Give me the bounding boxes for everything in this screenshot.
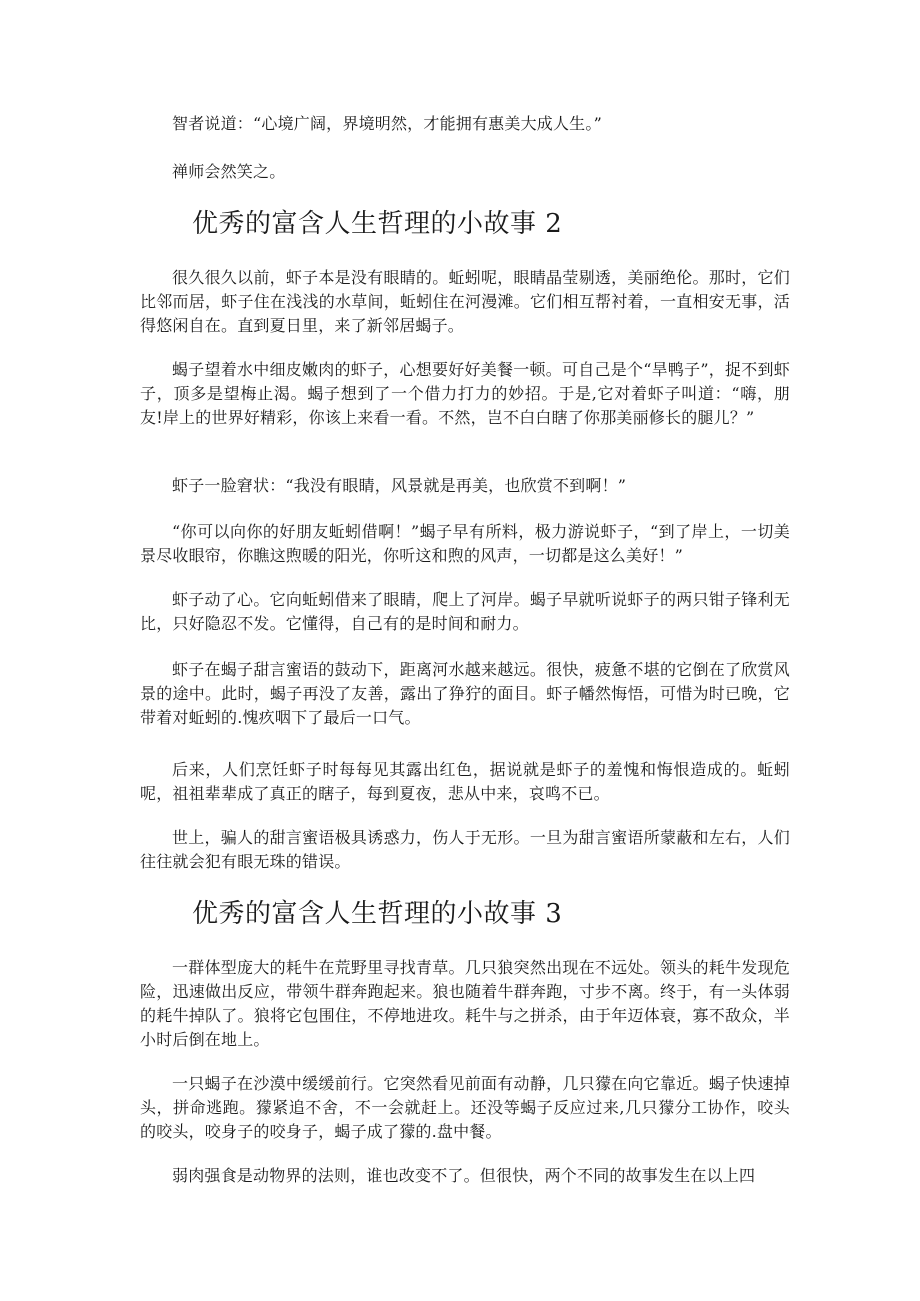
paragraph-zen-master: 禅师会然笑之。 <box>172 162 286 181</box>
story2-paragraph-1: 很久很久以前，虾子本是没有眼睛的。蚯蚓呢，眼睛晶莹剔透，美丽绝伦。那时，它们比邻而居，虾子住在浅浅的水草间，蚯蚓住在河漫滩。它们相互帮衬着，一直相安无事，活得悠闲自在。直到夏日里，来了新邻居蝎子。 <box>140 268 790 335</box>
story2-paragraph-6: 虾子在蝎子甜言蜜语的鼓动下，距离河水越来越远。很快，疲惫不堪的它倒在了欣赏风景的途中。此时，蝎子再没了友善，露出了狰狞的面目。虾子幡然悔悟，可惜为时已晚，它带着对蚯蚓的.愧疚咽下了最后一口气。 <box>140 660 790 727</box>
story2-paragraph-7: 后来，人们烹饪虾子时每每见其露出红色，据说就是虾子的羞愧和悔恨造成的。蚯蚓呢，祖祖辈辈成了真正的瞎子，每到夏夜，悲从中来，哀鸣不已。 <box>140 760 790 803</box>
section-heading-2: 优秀的富含人生哲理的小故事 2 <box>192 209 563 239</box>
story2-paragraph-5: 虾子动了心。它向蚯蚓借来了眼睛，爬上了河岸。蝎子早就听说虾子的两只钳子锋利无比，只好隐忍不发。它懂得，自己有的是时间和耐力。 <box>140 590 790 633</box>
story3-paragraph-2: 一只蝎子在沙漠中缓缓前行。它突然看见前面有动静，几只獴在向它靠近。蝎子快速掉头，拼命逃跑。獴紧追不舍，不一会就赶上。还没等蝎子反应过来,几只獴分工协作，咬头的咬头，咬身子的咬身子，蝎子成了獴的.盘中餐。 <box>140 1074 790 1141</box>
story2-paragraph-2: 蝎子望着水中细皮嫩肉的虾子，心想要好好美餐一顿。可自己是个“旱鸭子”，捉不到虾子，顶多是望梅止渴。蝎子想到了一个借力打力的妙招。于是,它对着虾子叫道：“嗨，朋友!岸上的世界好精彩，你该上来看一看。不然，岂不白白瞎了你那美丽修长的腿儿？” <box>140 360 790 427</box>
story2-paragraph-4: “你可以向你的好朋友蚯蚓借啊！”蝎子早有所料，极力游说虾子，“到了岸上，一切美景尽收眼帘，你瞧这煦暖的阳光，你听这和煦的风声，一切都是这么美好！” <box>140 522 790 565</box>
story3-paragraph-3: 弱肉强食是动物界的法则，谁也改变不了。但很快，两个不同的故事发生在以上四 <box>172 1166 756 1185</box>
story2-paragraph-3: 虾子一脸窘状：“我没有眼睛，风景就是再美，也欣赏不到啊！” <box>172 476 627 495</box>
story2-paragraph-8: 世上，骗人的甜言蜜语极具诱惑力，伤人于无形。一旦为甜言蜜语所蒙蔽和左右，人们往往就会犯有眼无珠的错误。 <box>140 828 790 871</box>
section-heading-3: 优秀的富含人生哲理的小故事 3 <box>192 899 563 929</box>
story3-paragraph-1: 一群体型庞大的耗牛在荒野里寻找青草。几只狼突然出现在不远处。领头的耗牛发现危险，迅速做出反应，带领牛群奔跑起来。狼也随着牛群奔跑，寸步不离。终于，有一头体弱的耗牛掉队了。狼将它包围住，不停地进攻。耗牛与之拼杀，由于年迈体衰，寡不敌众，半小时后倒在地上。 <box>140 958 790 1049</box>
paragraph-wise-man: 智者说道：“心境广阔，界境明然，才能拥有惠美大成人生。” <box>172 114 602 133</box>
